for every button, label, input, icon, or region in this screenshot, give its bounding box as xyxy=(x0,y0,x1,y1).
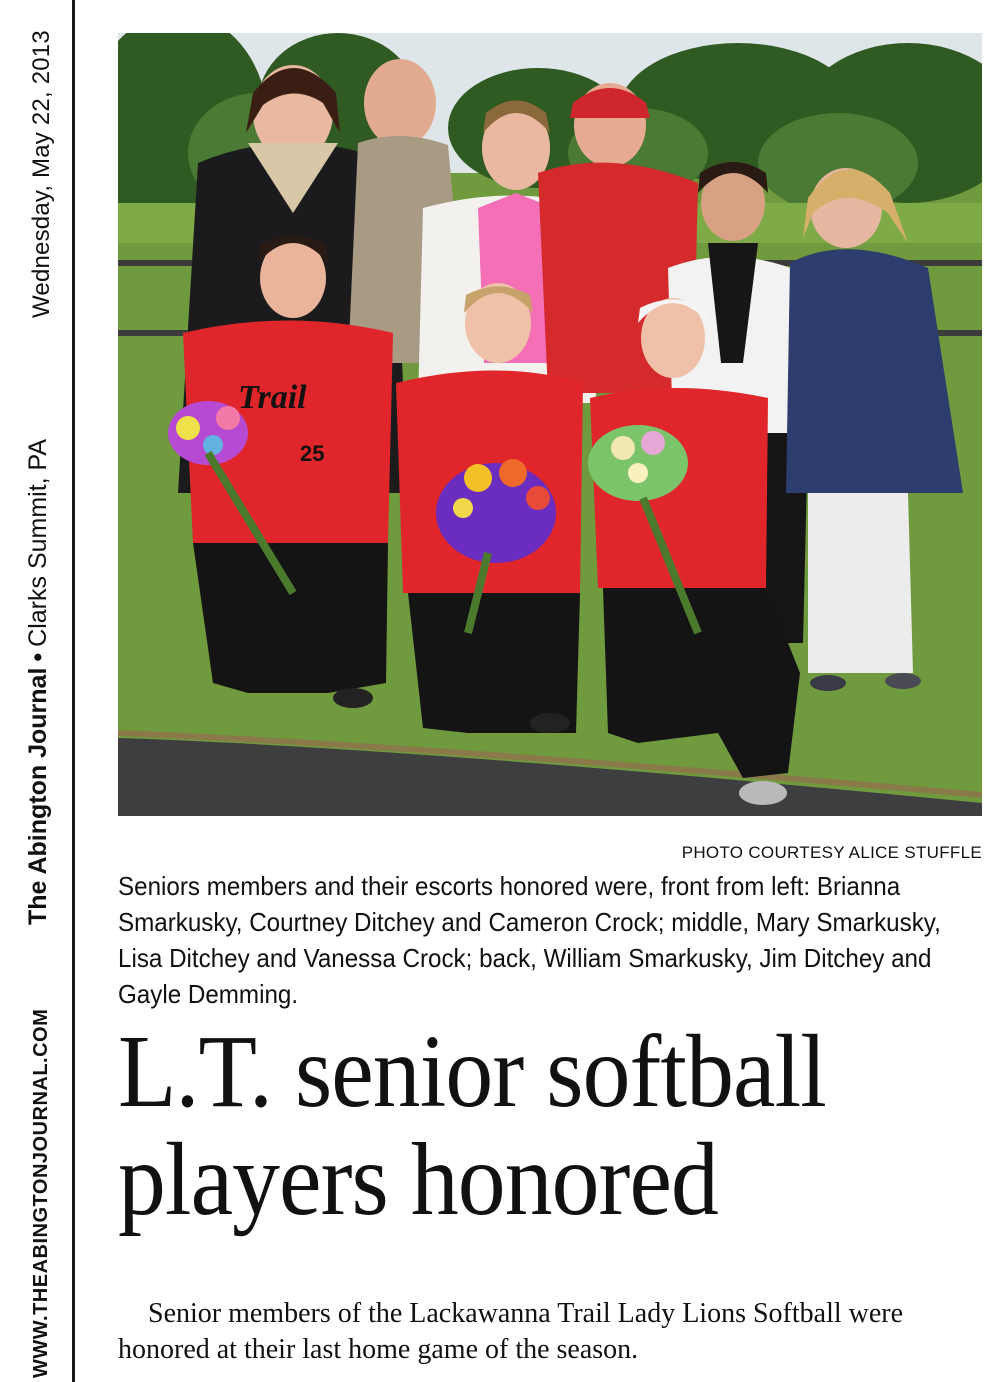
paper-url: WWW.THEABINGTONJOURNAL.COM xyxy=(30,1008,52,1378)
jersey-number: 25 xyxy=(300,441,325,466)
margin-rule xyxy=(72,0,75,1382)
issue-date: Wednesday, May 22, 2013 xyxy=(28,30,55,318)
photo-credit: PHOTO COURTESY ALICE STUFFLE xyxy=(681,843,982,862)
headline-line-2: players honored xyxy=(118,1122,718,1237)
headline-line-1: L.T. senior softball xyxy=(118,1014,826,1129)
team-photo xyxy=(118,33,982,816)
separator-bullet: • xyxy=(24,652,52,662)
article-lede: Senior members of the Lackawanna Trail Lady Lions Softball were honored at their last home game of the season. xyxy=(118,1298,904,1365)
photo-caption: Seniors members and their escorts honored were, front from left: Brianna Smarkusky, Courtney Ditchey and Cameron Crock; middle, Mary Smarkusky, Lisa Ditchey and Vanessa Crock; back, William Smarkusky, Jim Ditchey and Gayle Demming. xyxy=(118,871,941,1009)
paper-masthead xyxy=(24,439,53,925)
team-photo-illustration xyxy=(118,33,982,816)
paper-name: The Abington Journal xyxy=(24,667,52,925)
jersey-text: Trail xyxy=(238,379,307,416)
paper-location: Clarks Summit, PA xyxy=(24,438,52,647)
headline xyxy=(118,1014,983,1237)
